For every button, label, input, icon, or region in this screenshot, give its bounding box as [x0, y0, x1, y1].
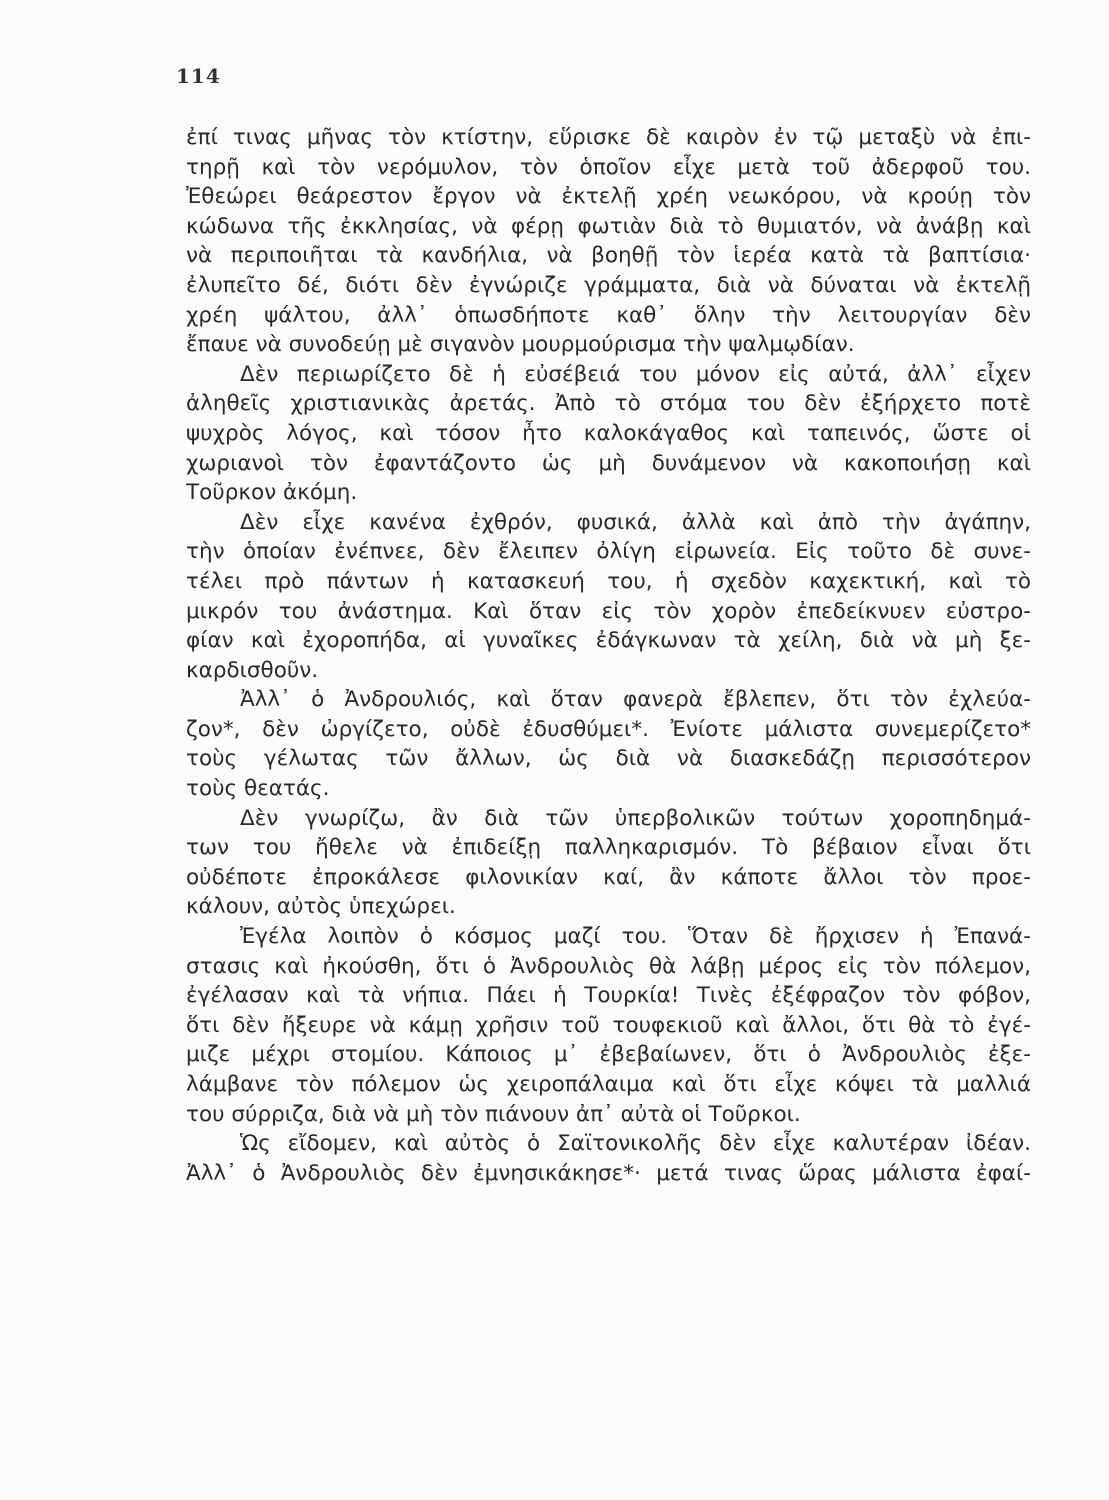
- text-line: Ἐγέλα λοιπὸν ὁ κόσμος μαζί του. Ὅταν δὲ ἤρχισεν ἡ Ἐπανά-: [240, 924, 1031, 950]
- text-line: τέλει πρὸ πάντων ἡ κατασκευή του, ἡ σχεδὸν καχεκτική, καὶ τὸ: [186, 568, 1031, 594]
- text-line: ἔπαυε νὰ συνοδεύῃ μὲ σιγανὸν μουρμούρισμα τὴν ψαλμῳδίαν.: [186, 332, 855, 358]
- text-line: ψυχρὸς λόγος, καὶ τόσον ἦτο καλοκάγαθος καὶ ταπεινός, ὥστε οἱ: [186, 420, 1031, 446]
- text-line: στασις καὶ ἠκούσθη, ὅτι ὁ Ἀνδρουλιὸς θὰ λάβῃ μέρος εἰς τὸν πόλεμον,: [186, 953, 1031, 979]
- text-line: Δὲν εἶχε κανένα ἐχθρόν, φυσικά, ἀλλὰ καὶ ἀπὸ τὴν ἀγάπην,: [240, 509, 1031, 535]
- text-line: ζον*, δὲν ὠργίζετο, οὐδὲ ἐδυσθύμει*. Ἐνίοτε μάλιστα συνεμερίζετο*: [186, 716, 1031, 742]
- text-line: ἐπί τινας μῆνας τὸν κτίστην, εὕρισκε δὲ καιρὸν ἐν τῷ μεταξὺ νὰ ἐπι-: [186, 125, 1031, 150]
- text-line: κώδωνα τῆς ἐκκλησίας, νὰ φέρῃ φωτιὰν διὰ τὸ θυμιατόν, νὰ ἀνάβῃ καὶ: [186, 213, 1031, 239]
- text-line: Ἀλλ᾽ ὁ Ἀνδρουλιός, καὶ ὅταν φανερὰ ἔβλεπεν, ὅτι τὸν ἐχλεύα-: [240, 687, 1031, 713]
- text-line: Τοῦρκον ἀκόμη.: [186, 480, 358, 506]
- text-line: λάμβανε τὸν πόλεμον ὡς χειροπάλαιμα καὶ ὅτι εἶχε κόψει τὰ μαλλιά: [186, 1072, 1031, 1097]
- text-line: χρέη ψάλτου, ἀλλ᾽ ὁπωσδήποτε καθ᾽ ὅλην τὴν λειτουργίαν δὲν: [186, 302, 1031, 328]
- text-line: μικρόν του ἀνάστημα. Καὶ ὅταν εἰς τὸν χορὸν ἐπεδείκνυεν εὐστρο-: [186, 598, 1031, 624]
- text-line: ὅτι δὲν ἤξευρε νὰ κάμῃ χρῆσιν τοῦ τουφεκιοῦ καὶ ἄλλοι, ὅτι θὰ τὸ ἐγέ-: [186, 1012, 1031, 1038]
- text-line: τὴν ὁποίαν ἐνέπνεε, δὲν ἔλειπεν ὀλίγη εἰρωνεία. Εἰς τοῦτο δὲ συνε-: [186, 539, 1031, 565]
- text-line: Ἀλλ᾽ ὁ Ἀνδρουλιὸς δὲν ἐμνησικάκησε*· μετά τινας ὥρας μάλιστα ἐφαί-: [186, 1160, 1031, 1186]
- text-line: χωριανοὶ τὸν ἐφαντάζοντο ὡς μὴ δυνάμενον νὰ κακοποιήσῃ καὶ: [186, 450, 1031, 476]
- text-line: τηρῇ καὶ τὸν νερόμυλον, τὸν ὁποῖον εἶχε μετὰ τοῦ ἀδερφοῦ του.: [186, 154, 1031, 180]
- text-line: Δὲν περιωρίζετο δὲ ἡ εὐσέβειά του μόνον εἰς αὐτά, ἀλλ᾽ εἶχεν: [240, 361, 1031, 387]
- text-line: Δὲν γνωρίζω, ἂν διὰ τῶν ὑπερβολικῶν τούτων χοροπηδημά-: [240, 805, 1031, 831]
- text-line: Ἐθεώρει θεάρεστον ἔργον νὰ ἐκτελῇ χρέη νεωκόρου, νὰ κρούῃ τὸν: [186, 184, 1031, 210]
- text-line: μιζε μέχρι στομίου. Κάποιος μ᾽ ἐβεβαίωνεν, ὅτι ὁ Ἀνδρουλιὸς ἐξε-: [186, 1042, 1031, 1068]
- text-line: φίαν καὶ ἐχοροπήδα, αἱ γυναῖκες ἐδάγκωναν τὰ χείλη, διὰ νὰ μὴ ξε-: [186, 628, 1031, 654]
- text-line: των του ἤθελε νὰ ἐπιδείξῃ παλληκαρισμόν. Τὸ βέβαιον εἶναι ὅτι: [186, 835, 1031, 861]
- text-line: καρδισθοῦν.: [186, 657, 319, 683]
- text-line: νὰ περιποιῆται τὰ κανδήλια, νὰ βοηθῇ τὸν ἱερέα κατὰ τὰ βαπτίσια·: [186, 243, 1031, 269]
- page-number: 114: [176, 64, 221, 88]
- text-line: τοὺς γέλωτας τῶν ἄλλων, ὡς διὰ νὰ διασκεδάζῃ περισσότερον: [186, 746, 1031, 772]
- text-line: κάλουν, αὐτὸς ὑπεχώρει.: [186, 894, 456, 920]
- text-line: τοὺς θεατάς.: [186, 776, 330, 802]
- text-line: ἀληθεῖς χριστιανικὰς ἀρετάς. Ἀπὸ τὸ στόμα του δὲν ἐξήρχετο ποτὲ: [186, 391, 1031, 417]
- text-line: ἐλυπεῖτο δέ, διότι δὲν ἐγνώριζε γράμματα, διὰ νὰ δύναται νὰ ἐκτελῇ: [186, 272, 1031, 298]
- text-line: του σύρριζα, διὰ νὰ μὴ τὸν πιάνουν ἀπ᾽ αὐτὰ οἱ Τοῦρκοι.: [186, 1101, 801, 1127]
- text-line: Ὡς εἴδομεν, καὶ αὐτὸς ὁ Σαϊτονικολῆς δὲν εἶχε καλυτέραν ἰδέαν.: [240, 1131, 1031, 1157]
- text-line: ἐγέλασαν καὶ τὰ νήπια. Πάει ἡ Τουρκία! Τινὲς ἐξέφραζον τὸν φόβον,: [186, 983, 1031, 1009]
- body-text: [186, 123, 1031, 1188]
- text-line: οὐδέποτε ἐπροκάλεσε φιλονικίαν καί, ἂν κάποτε ἄλλοι τὸν προε-: [186, 864, 1031, 890]
